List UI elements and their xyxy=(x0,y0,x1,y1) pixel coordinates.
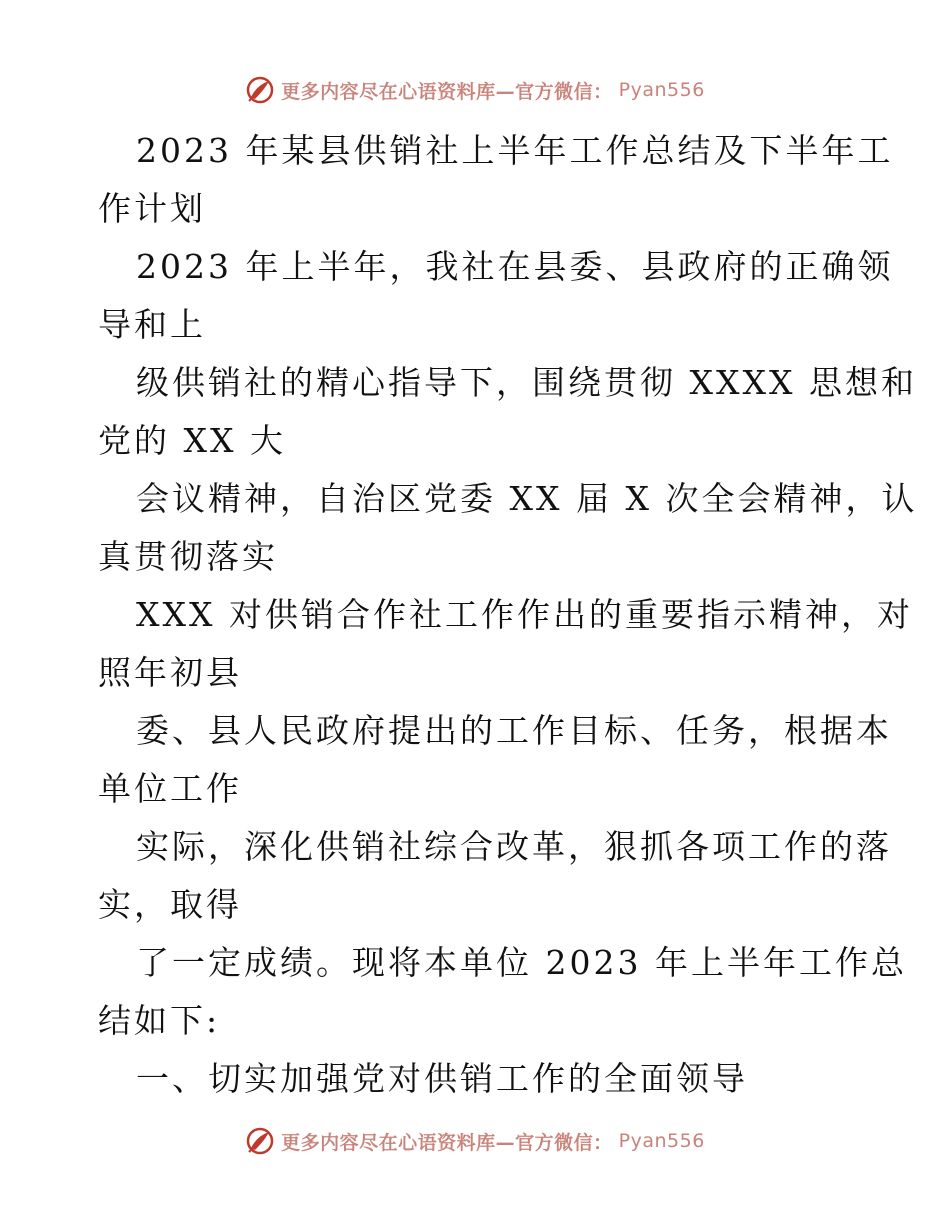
watermark-wechat-id: Pyan556 xyxy=(618,1130,705,1152)
text-line: 实际，深化供销社综合改革，狠抓各项工作的落 xyxy=(136,827,892,866)
text-line: 作计划 xyxy=(98,189,206,228)
text-line: 党的 XX 大 xyxy=(98,421,286,460)
text-line: 2023 年某县供销社上半年工作总结及下半年工 xyxy=(136,131,894,170)
text-line: XXX 对供销合作社工作作出的重要指示精神，对 xyxy=(136,595,913,634)
text-line: 委、县人民政府提出的工作目标、任务，根据本 xyxy=(136,711,892,750)
text-line: 照年初县 xyxy=(98,653,242,692)
text-line: 真贯彻落实 xyxy=(98,537,278,576)
text-line: 级供销社的精心指导下，围绕贯彻 XXXX 思想和 xyxy=(136,363,917,402)
text-line: 2023 年上半年，我社在县委、县政府的正确领 xyxy=(136,247,894,286)
text-line: 会议精神，自治区党委 XX 届 X 次全会精神，认 xyxy=(136,479,918,518)
header-watermark xyxy=(0,70,950,110)
watermark-text: 更多内容尽在心语资料库—官方微信： xyxy=(281,80,613,103)
pen-nib-logo-icon xyxy=(245,75,275,105)
document-body xyxy=(98,122,918,1108)
watermark-wechat-id: Pyan556 xyxy=(618,79,705,101)
text-line: 实，取得 xyxy=(98,885,242,924)
text-line: 单位工作 xyxy=(98,769,242,808)
text-line: 一、切实加强党对供销工作的全面领导 xyxy=(136,1059,748,1098)
text-line: 结如下: xyxy=(98,1001,221,1040)
watermark-text: 更多内容尽在心语资料库—官方微信： xyxy=(281,1131,613,1154)
text-line: 了一定成绩。现将本单位 2023 年上半年工作总 xyxy=(136,943,907,982)
pen-nib-logo-icon xyxy=(245,1126,275,1156)
text-line: 导和上 xyxy=(98,305,206,344)
footer-watermark xyxy=(0,1121,950,1161)
